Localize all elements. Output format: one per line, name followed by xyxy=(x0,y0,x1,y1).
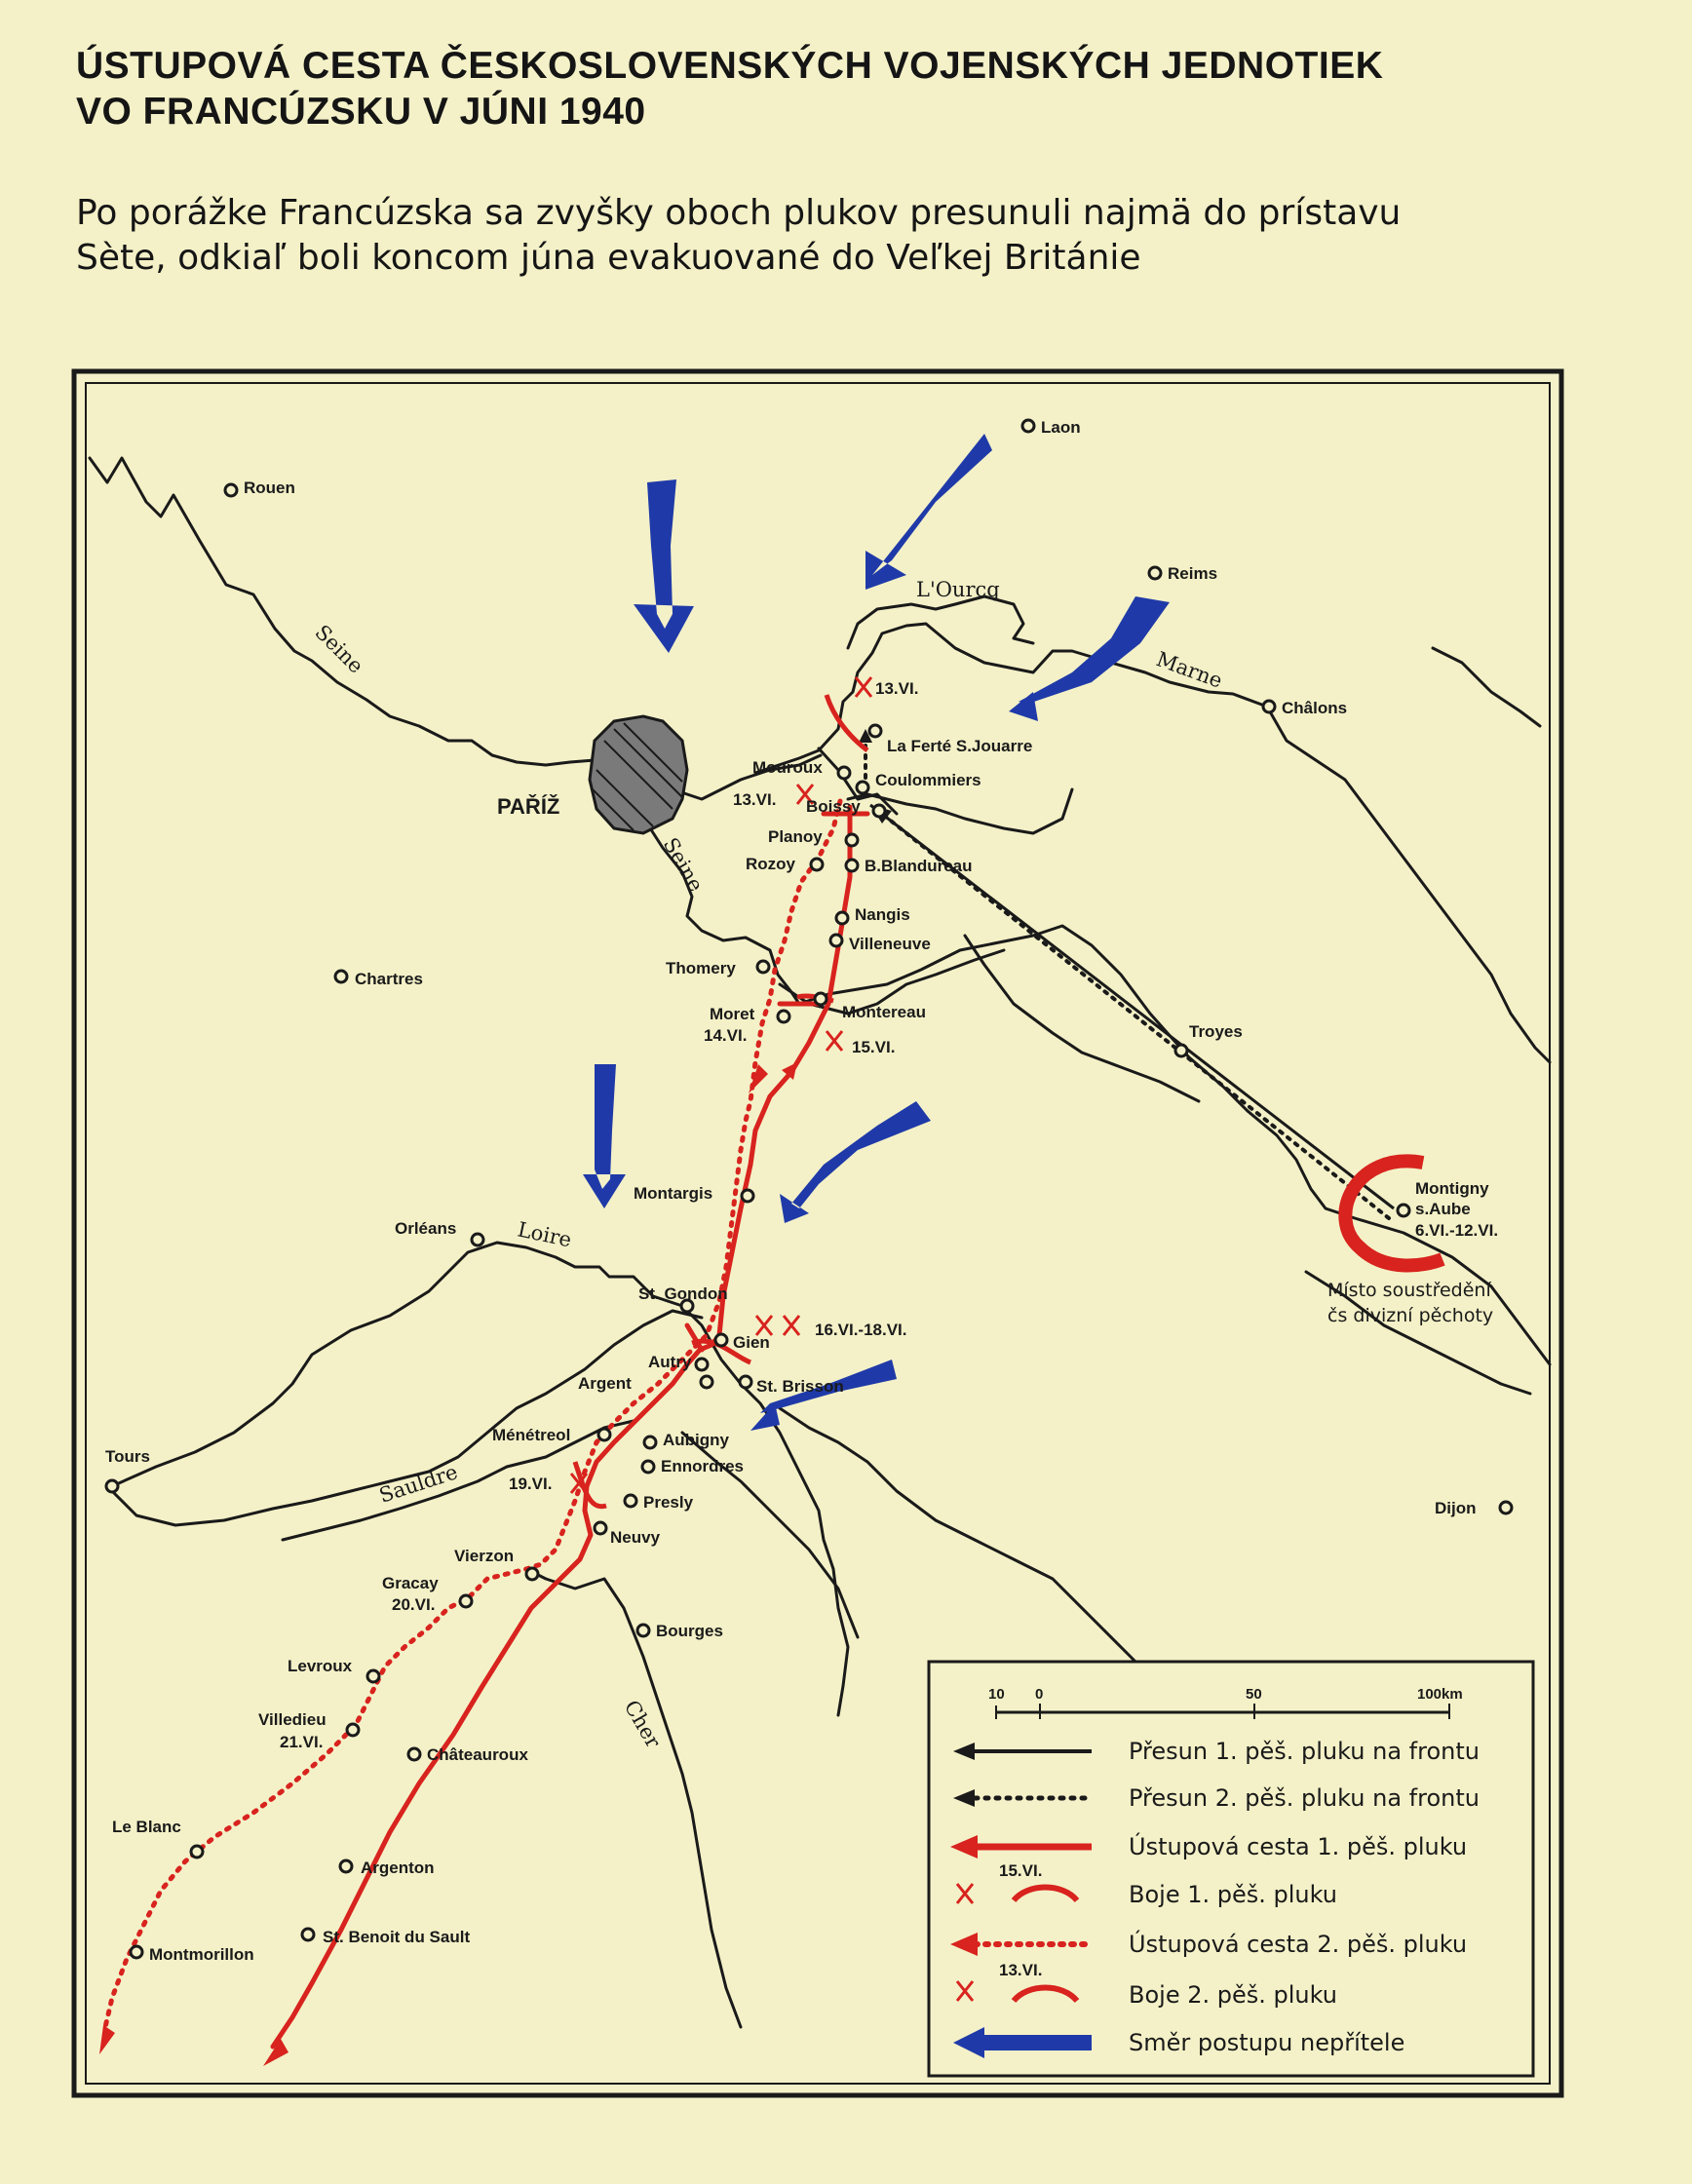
label-presly: Presly xyxy=(643,1493,694,1512)
enemy-arrow-east-marne xyxy=(1009,596,1170,721)
battle-cross-montereau xyxy=(827,1031,842,1051)
town-marker-reims xyxy=(1149,567,1161,579)
legend-label-7: Směr postupu nepřítele xyxy=(1129,2029,1405,2056)
town-marker-vierzon xyxy=(526,1568,538,1580)
legend-date-1: 15.VI. xyxy=(999,1861,1043,1880)
town-marker-argenton xyxy=(340,1860,352,1872)
label-villedieu: Villedieu xyxy=(258,1710,327,1729)
label-troyes: Troyes xyxy=(1189,1022,1243,1041)
label-nangis: Nangis xyxy=(855,905,910,924)
route-retreat-regiment2 xyxy=(105,801,840,2027)
label-argenton: Argenton xyxy=(361,1858,435,1877)
legend-label-4: Boje 1. pěš. pluku xyxy=(1129,1881,1337,1908)
town-marker-bourges xyxy=(637,1625,649,1636)
paris-area xyxy=(590,716,687,833)
label-montargis: Montargis xyxy=(634,1184,713,1203)
town-marker-gien xyxy=(715,1334,727,1346)
town-marker-troyes xyxy=(1175,1045,1187,1056)
label-levroux: Levroux xyxy=(288,1657,353,1675)
town-marker-ennordres xyxy=(642,1461,654,1473)
label-montigny-1: Montigny xyxy=(1415,1179,1489,1198)
town-marker-orleans xyxy=(472,1234,483,1245)
legend-label-3: Ústupová cesta 1. pěš. pluku xyxy=(1129,1833,1468,1860)
scale-label-50: 50 xyxy=(1246,1686,1262,1703)
label-aubigny: Aubigny xyxy=(663,1431,729,1449)
map-title-line-1: ÚSTUPOVÁ CESTA ČESKOSLOVENSKÝCH VOJENSKÝCH JEDNOTIEK xyxy=(76,45,1384,87)
map-subtitle-line-1: Po porážke Francúzska sa zvyšky oboch plukov presunuli najmä do prístavu xyxy=(76,193,1402,233)
town-marker-levroux xyxy=(367,1670,379,1682)
river-tributary-east xyxy=(1433,648,1540,726)
label-tours: Tours xyxy=(105,1447,150,1466)
scale-label-0: 0 xyxy=(1035,1686,1044,1703)
label-neuvy: Neuvy xyxy=(610,1528,661,1547)
town-marker-moret xyxy=(778,1011,789,1022)
enemy-arrow-west xyxy=(583,1064,626,1208)
label-gracay: Gracay xyxy=(382,1574,439,1592)
town-marker-thomery xyxy=(757,961,769,973)
legend-label-2: Přesun 2. pěš. pluku na frontu xyxy=(1129,1784,1480,1812)
note-assembly-line-2: čs divizní pěchoty xyxy=(1327,1305,1494,1326)
town-marker-coulommiers xyxy=(857,782,868,793)
town-marker-chalons xyxy=(1263,701,1275,712)
route-retreat-regiment2-arrows xyxy=(99,1064,768,2054)
label-menetreol: Ménétreol xyxy=(492,1426,571,1444)
battle-cross-ferte xyxy=(856,677,871,697)
label-pariz: PAŘÍŽ xyxy=(497,794,560,819)
town-marker-dijon xyxy=(1500,1502,1512,1513)
town-marker-boissy xyxy=(873,805,885,817)
label-dijon: Dijon xyxy=(1435,1499,1477,1517)
river-aube xyxy=(965,936,1199,1101)
date-16-18-vi: 16.VI.-18.VI. xyxy=(815,1321,907,1339)
label-moret: Moret xyxy=(710,1005,755,1023)
label-thomery: Thomery xyxy=(666,959,736,977)
label-rouen: Rouen xyxy=(244,479,295,497)
map-title-line-2: VO FRANCÚZSKU V JÚNI 1940 xyxy=(76,91,646,133)
enemy-arrow-center xyxy=(780,1101,931,1223)
label-la-ferte: La Ferté S.Jouarre xyxy=(887,737,1033,755)
label-mouroux: Mouroux xyxy=(752,758,823,777)
river-label-sauldre: Sauldre xyxy=(376,1460,461,1508)
label-laon: Laon xyxy=(1041,418,1081,437)
town-marker-autry xyxy=(696,1359,708,1370)
town-marker-montmorillon xyxy=(131,1946,142,1958)
town-marker-menetreol xyxy=(598,1429,610,1440)
enemy-arrow-northeast xyxy=(865,434,992,590)
river-seine-upper xyxy=(1248,1111,1550,1364)
town-marker-villedieu xyxy=(347,1724,359,1736)
river-label-loire: Loire xyxy=(515,1217,574,1252)
label-planoy: Planoy xyxy=(768,827,823,846)
town-marker-st-brisson xyxy=(740,1376,751,1388)
scale-label-10: 10 xyxy=(988,1686,1005,1703)
label-rozoy: Rozoy xyxy=(746,855,795,873)
label-st-benoit: St. Benoit du Sault xyxy=(323,1928,471,1946)
date-13-vi-ferte: 13.VI. xyxy=(875,679,919,698)
map-legend xyxy=(929,1662,1533,2076)
enemy-arrows xyxy=(583,434,1170,1431)
date-13-vi-boissy: 13.VI. xyxy=(733,790,777,809)
label-le-blanc: Le Blanc xyxy=(112,1818,181,1836)
town-marker-le-blanc xyxy=(191,1846,203,1858)
legend-date-2: 13.VI. xyxy=(999,1961,1043,1979)
label-chateauroux: Châteauroux xyxy=(427,1745,528,1764)
label-bourges: Bourges xyxy=(656,1622,723,1640)
town-marker-gracay xyxy=(460,1595,472,1607)
route-retreat-regiment1-arrows xyxy=(263,1062,797,2066)
legend-label-6: Boje 2. pěš. pluku xyxy=(1129,1981,1337,2009)
label-blandureau: B.Blandureau xyxy=(865,857,973,875)
town-marker-montigny xyxy=(1398,1205,1409,1216)
note-assembly-line-1: Místo soustředění xyxy=(1327,1280,1491,1301)
town-marker-la-ferte xyxy=(869,725,881,737)
river-label-cher: Cher xyxy=(619,1696,666,1752)
town-marker-tours xyxy=(106,1480,118,1492)
town-marker-chateauroux xyxy=(408,1748,420,1760)
town-marker-laon xyxy=(1022,420,1034,432)
town-marker-aubigny xyxy=(644,1437,656,1448)
town-marker-nangis xyxy=(836,912,848,924)
label-orleans: Orléans xyxy=(395,1219,457,1238)
label-argent: Argent xyxy=(578,1374,632,1393)
label-villeneuve: Villeneuve xyxy=(849,935,931,953)
date-20-vi: 20.VI. xyxy=(392,1595,436,1614)
town-marker-blandureau xyxy=(846,860,858,871)
label-gien: Gien xyxy=(733,1333,770,1352)
label-reims: Reims xyxy=(1168,564,1218,583)
river-seine-lower xyxy=(90,458,821,799)
town-marker-rozoy xyxy=(811,859,823,870)
label-ennordres: Ennordres xyxy=(661,1457,745,1475)
town-marker-presly xyxy=(625,1495,636,1507)
map-subtitle-line-2: Sète, odkiaľ boli koncom júna evakuované do Veľkej Británie xyxy=(76,238,1141,278)
label-st-gondon: St. Gondon xyxy=(638,1284,728,1303)
date-14-vi: 14.VI. xyxy=(704,1026,748,1045)
river-label-seine-mid: Seine xyxy=(658,833,709,897)
river-label-seine-lower: Seine xyxy=(310,620,368,678)
label-coulommiers: Coulommiers xyxy=(875,771,981,789)
legend-label-1: Přesun 1. pěš. pluku na frontu xyxy=(1129,1738,1480,1765)
town-marker-neuvy xyxy=(595,1522,606,1534)
label-boissy: Boissy xyxy=(806,797,861,816)
label-st-brisson: St. Brisson xyxy=(756,1377,844,1396)
legend-label-5: Ústupová cesta 2. pěš. pluku xyxy=(1129,1931,1468,1958)
town-marker-planoy xyxy=(846,834,858,846)
scale-label-100: 100km xyxy=(1417,1686,1463,1703)
label-vierzon: Vierzon xyxy=(454,1547,515,1565)
battle-cross-gien-2 xyxy=(784,1316,799,1335)
date-6-12-vi: 6.VI.-12.VI. xyxy=(1415,1221,1499,1240)
town-marker-chartres xyxy=(335,971,347,982)
label-montigny-2: s.Aube xyxy=(1415,1200,1471,1218)
river-label-ourcq: L'Ourcq xyxy=(916,578,1000,601)
enemy-arrow-north xyxy=(634,479,694,653)
town-marker-montargis xyxy=(742,1190,753,1202)
town-marker-mouroux xyxy=(838,767,850,779)
label-chalons: Châlons xyxy=(1282,699,1348,717)
label-chartres: Chartres xyxy=(355,970,423,988)
date-15-vi: 15.VI. xyxy=(852,1038,896,1056)
label-autry: Autry xyxy=(648,1353,692,1371)
label-montereau: Montereau xyxy=(842,1003,926,1021)
river-ourcq xyxy=(848,596,1033,648)
town-marker-montereau xyxy=(815,993,827,1005)
river-label-marne: Marne xyxy=(1153,647,1226,693)
river-east-south xyxy=(780,1408,1170,1696)
battle-cross-gien-1 xyxy=(756,1316,772,1335)
date-21-vi: 21.VI. xyxy=(280,1733,324,1751)
label-montmorillon: Montmorillon xyxy=(149,1945,254,1964)
town-marker-st-benoit xyxy=(302,1929,314,1940)
town-marker-argent xyxy=(701,1376,712,1388)
town-marker-rouen xyxy=(225,484,237,496)
town-marker-villeneuve xyxy=(830,935,842,946)
date-19-vi: 19.VI. xyxy=(509,1475,553,1493)
